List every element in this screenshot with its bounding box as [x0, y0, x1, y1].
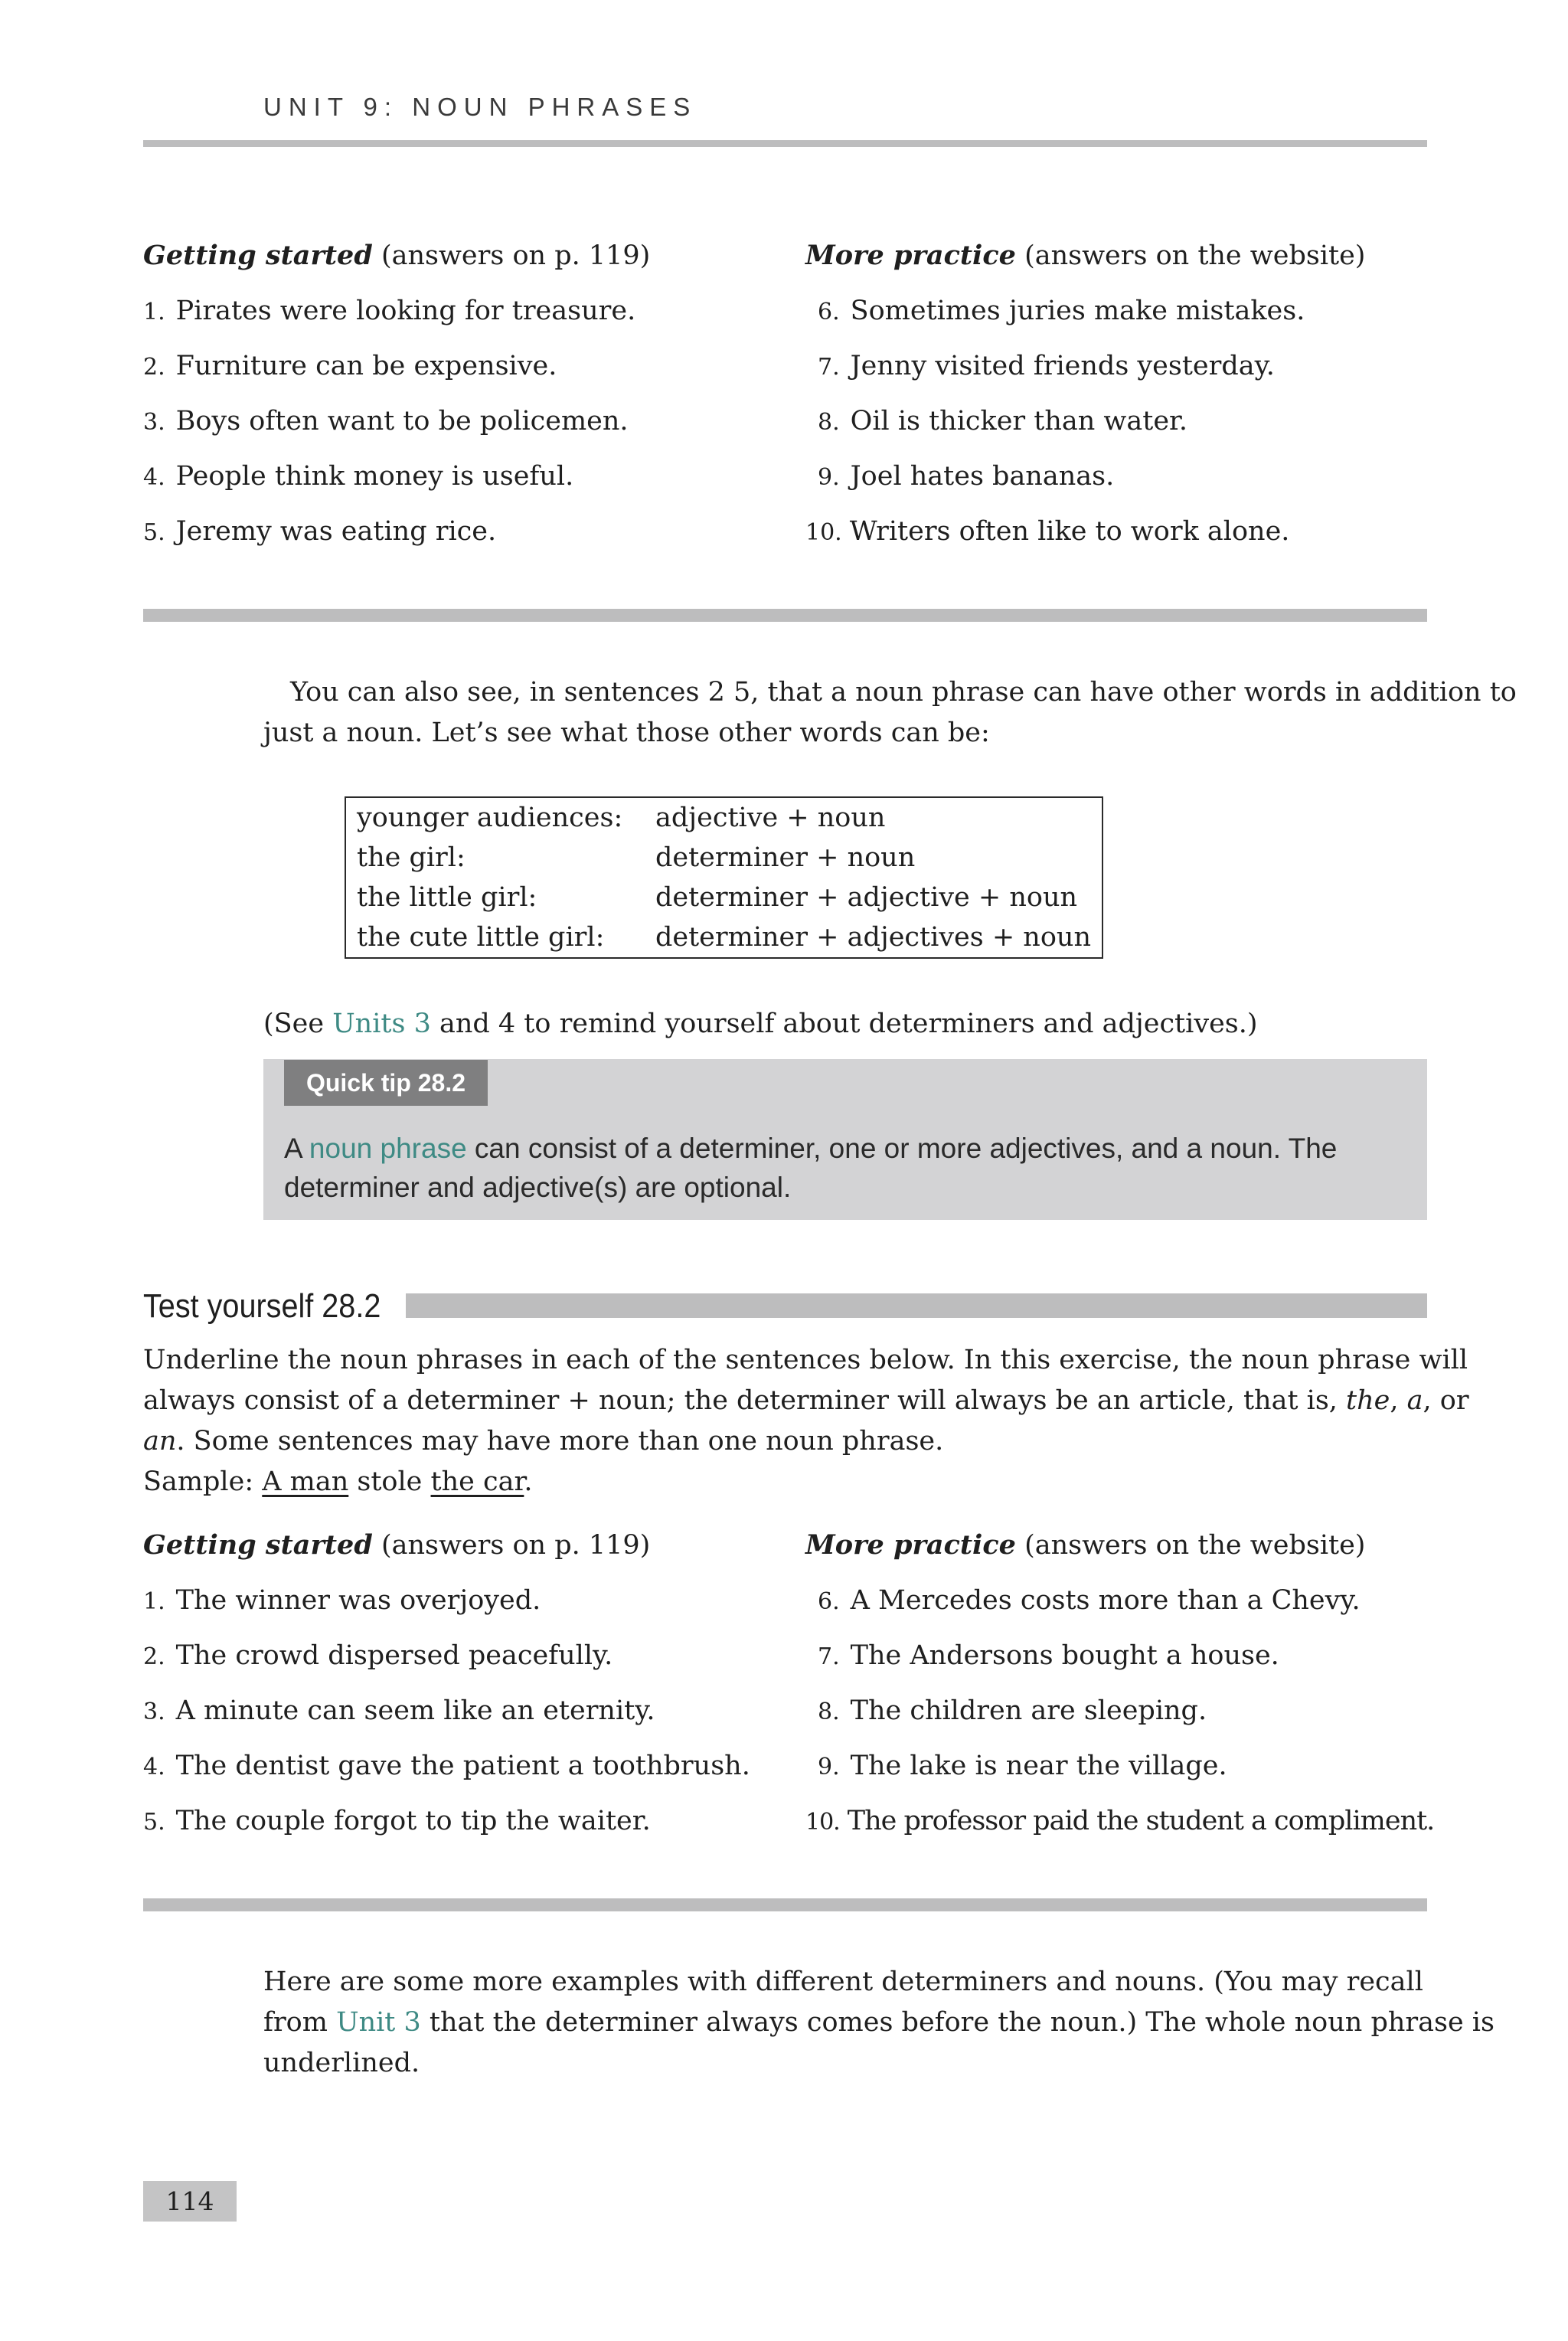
item-text: Furniture can be expensive.: [175, 351, 557, 381]
instruction-text: , or: [1423, 1385, 1469, 1416]
tip-text: A: [284, 1133, 309, 1164]
list-item: [805, 514, 1289, 551]
body-line: You can also see, in sentences 2 5, that a noun phrase can have other words in addition to: [290, 677, 1517, 708]
body-text: from: [263, 2007, 337, 2038]
test-yourself-title: Test yourself 28.2: [143, 1287, 381, 1325]
item-text: Boys often want to be policemen.: [175, 406, 629, 436]
table-cell-example: the girl:: [357, 842, 466, 873]
sample-noun-phrase: A man: [262, 1466, 349, 1497]
list-item: [143, 293, 635, 330]
item-number: 2.: [143, 1643, 165, 1670]
table-cell-pattern: adjective + noun: [655, 803, 886, 833]
page-number: 114: [143, 2181, 237, 2222]
instruction-line: [143, 1421, 943, 1462]
title-rule: [406, 1293, 1427, 1318]
item-text: The dentist gave the patient a toothbrush.: [175, 1751, 750, 1781]
instruction-line: Underline the noun phrases in each of the sentences below. In this exercise, the noun phrase will: [143, 1345, 1468, 1375]
table-cell-pattern: determiner + adjectives + noun: [655, 922, 1091, 953]
list-item: [143, 1693, 655, 1730]
item-text: Sometimes juries make mistakes.: [850, 296, 1305, 326]
article-an: an: [143, 1426, 177, 1457]
tip-text: can consist of a determiner, one or more adjectives, and a noun. The determiner and adjective(s) are optional.: [284, 1133, 1338, 1203]
table-row: [345, 878, 1102, 917]
list-item: [143, 514, 496, 551]
list-item: [818, 348, 1275, 385]
item-text: The couple forgot to tip the waiter.: [175, 1806, 651, 1836]
item-number: 8.: [818, 409, 840, 436]
sample-label: Sample:: [143, 1466, 263, 1497]
item-text: Jeremy was eating rice.: [175, 516, 497, 547]
item-number: 7.: [818, 1643, 840, 1670]
item-text: Writers often like to work alone.: [849, 516, 1290, 547]
item-number: 8.: [818, 1699, 840, 1725]
item-text: Joel hates bananas.: [850, 461, 1115, 492]
table-row: [345, 838, 1102, 878]
item-number: 10.: [805, 1809, 840, 1836]
item-number: 6.: [818, 299, 840, 325]
sample-text: .: [524, 1466, 533, 1497]
item-number: 1.: [143, 299, 165, 325]
item-text: The professor paid the student a compliment.: [847, 1806, 1435, 1836]
instruction-text: . Some sentences may have more than one noun phrase.: [176, 1426, 944, 1457]
item-text: Oil is thicker than water.: [850, 406, 1188, 436]
table-row: [345, 917, 1102, 958]
answers-note: (answers on p. 119): [381, 1530, 651, 1561]
exercise1-right-heading: [805, 238, 1365, 273]
list-item: [818, 1638, 1279, 1675]
exercise1-left-heading: [143, 238, 650, 273]
pattern-table: [345, 796, 1103, 959]
list-item: [818, 1583, 1361, 1620]
section-rule: [143, 609, 1427, 622]
item-number: 1.: [143, 1588, 165, 1615]
item-number: 9.: [818, 1754, 840, 1780]
answers-note: (answers on the website): [1024, 1530, 1366, 1561]
list-item: [143, 1803, 651, 1840]
item-text: People think money is useful.: [175, 461, 574, 492]
pattern-table-wrap: [345, 796, 1103, 959]
sample-text: stole: [348, 1466, 431, 1497]
item-text: The Andersons bought a house.: [850, 1640, 1279, 1671]
list-item: [818, 1693, 1207, 1730]
header-rule: [143, 140, 1427, 147]
section-rule: [143, 1898, 1427, 1911]
item-number: 3.: [143, 1699, 165, 1725]
getting-started-label: Getting started: [143, 240, 373, 271]
answers-note: (answers on p. 119): [381, 240, 651, 271]
article-a: a: [1406, 1385, 1423, 1416]
instruction-text: ,: [1390, 1385, 1407, 1416]
getting-started-label: Getting started: [143, 1529, 373, 1561]
item-text: Pirates were looking for treasure.: [175, 296, 636, 326]
item-text: A Mercedes costs more than a Chevy.: [850, 1585, 1361, 1616]
sample-noun-phrase: the car: [430, 1466, 524, 1497]
list-item: [143, 1638, 612, 1675]
item-text: The lake is near the village.: [850, 1751, 1227, 1781]
article-the: the: [1346, 1385, 1390, 1416]
item-number: 7.: [818, 354, 840, 381]
table-cell-example: the cute little girl:: [357, 922, 605, 953]
body-text: that the determiner always comes before the noun.) The whole noun phrase is: [420, 2007, 1494, 2038]
list-item: [143, 348, 557, 385]
list-item: [818, 404, 1187, 440]
more-practice-label: More practice: [805, 240, 1016, 271]
body-line: Here are some more examples with different determiners and nouns. (You may recall: [263, 1967, 1423, 1997]
units-3-link[interactable]: Units 3: [332, 1009, 431, 1039]
body-line: [263, 2003, 1494, 2043]
item-number: 9.: [818, 464, 840, 491]
item-number: 2.: [143, 354, 165, 381]
table-cell-pattern: determiner + adjective + noun: [655, 882, 1078, 913]
exercise2-right-heading: [805, 1528, 1365, 1563]
list-item: [818, 459, 1114, 495]
body-line: just a noun. Let’s see what those other words can be:: [263, 718, 990, 748]
item-number: 3.: [143, 409, 165, 436]
note-text: (See: [263, 1009, 333, 1039]
item-number: 5.: [143, 519, 165, 546]
item-text: The crowd dispersed peacefully.: [175, 1640, 613, 1671]
list-item: [818, 293, 1305, 330]
running-head: UNIT 9: NOUN PHRASES: [263, 93, 697, 121]
table-cell-example: the little girl:: [357, 882, 537, 913]
item-number: 4.: [143, 464, 165, 491]
list-item: [143, 1748, 750, 1785]
table-row: [345, 797, 1102, 838]
instruction-line: [143, 1381, 1469, 1421]
item-number: 5.: [143, 1809, 165, 1836]
instruction-text: always consist of a determiner + noun; the determiner will always be an article, that is,: [143, 1385, 1347, 1416]
quick-tip-label: Quick tip 28.2: [284, 1060, 488, 1106]
more-practice-label: More practice: [805, 1529, 1016, 1561]
exercise2-left-heading: [143, 1528, 650, 1563]
list-item: [143, 404, 629, 440]
list-item: [143, 1583, 541, 1620]
list-item: [805, 1803, 1434, 1840]
table-cell-pattern: determiner + noun: [655, 842, 916, 873]
item-text: A minute can seem like an eternity.: [175, 1695, 655, 1726]
list-item: [143, 459, 573, 495]
answers-note: (answers on the website): [1024, 240, 1366, 271]
note-text: and 4 to remind yourself about determiners and adjectives.): [430, 1009, 1258, 1039]
item-number: 4.: [143, 1754, 165, 1780]
item-number: 6.: [818, 1588, 840, 1615]
noun-phrase-link[interactable]: noun phrase: [309, 1133, 467, 1164]
list-item: [818, 1748, 1227, 1785]
unit-3-link[interactable]: Unit 3: [336, 2007, 421, 2038]
sample-line: [143, 1462, 532, 1502]
item-number: 10.: [805, 519, 842, 546]
item-text: The winner was overjoyed.: [175, 1585, 541, 1616]
table-cell-example: younger audiences:: [357, 803, 623, 833]
quick-tip-text: [284, 1129, 1410, 1207]
body-line: underlined.: [263, 2048, 420, 2078]
see-units-note: [263, 1006, 1258, 1041]
item-text: The children are sleeping.: [850, 1695, 1207, 1726]
item-text: Jenny visited friends yesterday.: [850, 351, 1275, 381]
